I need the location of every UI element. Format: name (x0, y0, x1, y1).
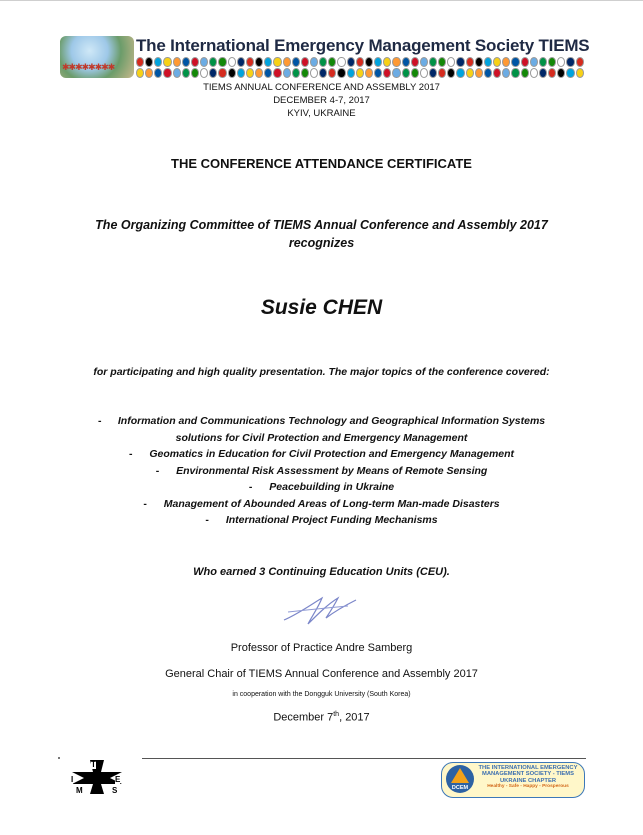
tiems-banner (60, 36, 590, 82)
flag-icon (145, 57, 153, 67)
emblem-label: DCEM (451, 785, 469, 791)
bullet-dash: - (155, 464, 160, 477)
flag-icon (402, 57, 410, 67)
flag-row (136, 57, 584, 67)
ukraine-chapter-logo (441, 762, 585, 798)
event-dates: DECEMBER 4-7, 2017 (273, 95, 370, 106)
flag-icon (209, 57, 217, 67)
flag-icon (173, 68, 181, 78)
flag-icon (429, 68, 437, 78)
flag-icon (374, 57, 382, 67)
flag-icon (557, 68, 565, 78)
flag-icon (392, 68, 400, 78)
recipient-name: Susie CHEN (260, 296, 383, 319)
flag-icon (273, 68, 281, 78)
organizer-line: The Organizing Committee of TIEMS Annual Conference and Assembly 2017 (95, 218, 548, 232)
flag-icon (521, 68, 529, 78)
topic-item (0, 446, 643, 463)
participation-statement: for participating and high quality presentation. The major topics of the conference covered: (93, 366, 550, 378)
flag-icon (539, 57, 547, 67)
recognizes-line: recognizes (288, 236, 355, 250)
topic-item (0, 479, 643, 496)
logo-letter: I (71, 775, 74, 784)
flag-icon (502, 57, 510, 67)
flag-icon (191, 57, 199, 67)
flag-icon (484, 57, 492, 67)
flag-icon (292, 68, 300, 78)
flag-icon (273, 57, 281, 67)
topics-list (0, 413, 643, 529)
flag-icon (548, 68, 556, 78)
chapter-text (476, 765, 580, 791)
logo-letter: E (115, 775, 121, 784)
triangle-icon (451, 768, 469, 783)
flag-icon (310, 68, 318, 78)
flag-icon (283, 68, 291, 78)
flag-icon (154, 57, 162, 67)
flag-icon (576, 57, 584, 67)
flag-icon (347, 68, 355, 78)
footer-dot (58, 757, 60, 759)
flag-icon (475, 57, 483, 67)
signer-name: Professor of Practice Andre Samberg (230, 642, 413, 654)
flag-icon (301, 57, 309, 67)
organizer-statement (0, 216, 643, 252)
flag-icon (511, 57, 519, 67)
flag-icon (392, 57, 400, 67)
chapter-line: THE INTERNATIONAL EMERGENCY (478, 765, 578, 771)
bullet-dash: - (128, 448, 133, 460)
ceu-statement: Who earned 3 Continuing Education Units (CEU). (193, 566, 450, 578)
flag-icon (356, 68, 364, 78)
flag-icon (566, 68, 574, 78)
flag-icon (264, 57, 272, 67)
flag-icon (466, 68, 474, 78)
date-year: , 2017 (339, 711, 370, 724)
flag-icon (310, 57, 318, 67)
topic-item (0, 512, 643, 529)
topic-item (0, 463, 643, 480)
topic-text: Information and Communications Technology and Geographical Information Systems (117, 415, 546, 427)
flag-icon (484, 68, 492, 78)
flag-icon (447, 68, 455, 78)
flag-icon (530, 57, 538, 67)
flag-icon (383, 57, 391, 67)
flag-icon (163, 68, 171, 78)
topic-text: Geomatics in Education for Civil Protection and Emergency Management (149, 448, 515, 460)
society-title: The International Emergency Management Society TIEMS (136, 36, 590, 55)
flag-strip (136, 57, 584, 79)
topic-text: International Project Funding Mechanisms (225, 514, 438, 526)
flag-icon (173, 57, 181, 67)
flag-icon (246, 68, 254, 78)
flag-icon (493, 57, 501, 67)
bullet-dash: - (248, 481, 253, 493)
event-name: TIEMS ANNUAL CONFERENCE AND ASSEMBLY 2017 (203, 82, 440, 93)
flag-icon (438, 57, 446, 67)
flag-icon (411, 68, 419, 78)
chapter-slogan: Healthy - Safe - Happy - Prosperous (487, 784, 569, 790)
footer-divider (142, 758, 586, 759)
flag-icon (383, 68, 391, 78)
flag-icon (136, 57, 144, 67)
flag-icon (145, 68, 153, 78)
chapter-line: MANAGEMENT SOCIETY - TIEMS (481, 771, 574, 778)
flag-icon (420, 68, 428, 78)
flag-icon (228, 68, 236, 78)
topic-item (0, 496, 643, 513)
flag-icon (154, 68, 162, 78)
flag-icon (228, 57, 236, 67)
flag-icon (493, 68, 501, 78)
flag-icon (347, 57, 355, 67)
issue-date (0, 711, 643, 724)
flag-icon (218, 57, 226, 67)
flag-icon (163, 57, 171, 67)
flag-row (136, 68, 584, 78)
flag-icon (557, 57, 565, 67)
flag-icon (200, 68, 208, 78)
flag-icon (182, 68, 190, 78)
flag-icon (502, 68, 510, 78)
date-text: December 7 (273, 711, 334, 724)
topic-text: Peacebuilding in Ukraine (269, 481, 395, 493)
dcem-emblem-icon (446, 765, 474, 793)
flag-icon (365, 57, 373, 67)
flag-icon (411, 57, 419, 67)
flag-icon (429, 57, 437, 67)
flag-icon (447, 57, 455, 67)
flag-icon (136, 68, 144, 78)
topic-text: solutions for Civil Protection and Emergency Management (175, 431, 468, 444)
top-border (0, 0, 643, 1)
flag-icon (466, 57, 474, 67)
flag-icon (301, 68, 309, 78)
logo-letter: S (112, 786, 118, 795)
flag-icon (566, 57, 574, 67)
flag-icon (319, 68, 327, 78)
flag-icon (402, 68, 410, 78)
event-location: KYIV, UKRAINE (287, 108, 356, 119)
signature-image (278, 590, 362, 630)
flag-icon (456, 68, 464, 78)
flag-icon (328, 57, 336, 67)
flag-icon (337, 57, 345, 67)
flag-icon (319, 57, 327, 67)
flag-icon (191, 68, 199, 78)
flag-icon (209, 68, 217, 78)
logo-letter: T (91, 760, 96, 769)
flag-icon (548, 57, 556, 67)
children-chain-icon: ✱✱✱✱✱✱✱✱ (62, 62, 115, 72)
signer-title: General Chair of TIEMS Annual Conference and Assembly 2017 (165, 668, 478, 680)
bullet-dash: - (205, 514, 209, 526)
date-ordinal: th (333, 711, 340, 718)
flag-icon (576, 68, 584, 78)
flag-icon (255, 57, 263, 67)
flag-icon (530, 68, 538, 78)
bullet-dash: - (98, 415, 102, 427)
flag-icon (374, 68, 382, 78)
bullet-dash: - (143, 497, 147, 510)
topic-continuation (0, 430, 643, 447)
flag-icon (292, 57, 300, 67)
flag-icon (255, 68, 263, 78)
topic-text: Environmental Risk Assessment by Means of Remote Sensing (176, 464, 488, 477)
flag-icon (283, 57, 291, 67)
flag-icon (539, 68, 547, 78)
flag-icon (328, 68, 336, 78)
flag-icon (420, 57, 428, 67)
flag-icon (218, 68, 226, 78)
flag-icon (200, 57, 208, 67)
flag-icon (438, 68, 446, 78)
logo-letter: M (76, 786, 83, 795)
flag-icon (521, 57, 529, 67)
flag-icon (511, 68, 519, 78)
flag-icon (475, 68, 483, 78)
flag-icon (456, 57, 464, 67)
chapter-line: UKRAINE CHAPTER (499, 777, 557, 784)
cooperation-note: in cooperation with the Dongguk University (South Korea) (232, 691, 411, 698)
flag-icon (246, 57, 254, 67)
flag-icon (337, 68, 345, 78)
flag-icon (237, 68, 245, 78)
flag-icon (237, 57, 245, 67)
flag-icon (356, 57, 364, 67)
flag-icon (182, 57, 190, 67)
flag-icon (365, 68, 373, 78)
flag-icon (264, 68, 272, 78)
topic-item (0, 413, 643, 430)
topic-text: Management of Abounded Areas of Long-term Man-made Disasters (163, 497, 500, 510)
certificate-title: THE CONFERENCE ATTENDANCE CERTIFICATE (171, 156, 472, 171)
